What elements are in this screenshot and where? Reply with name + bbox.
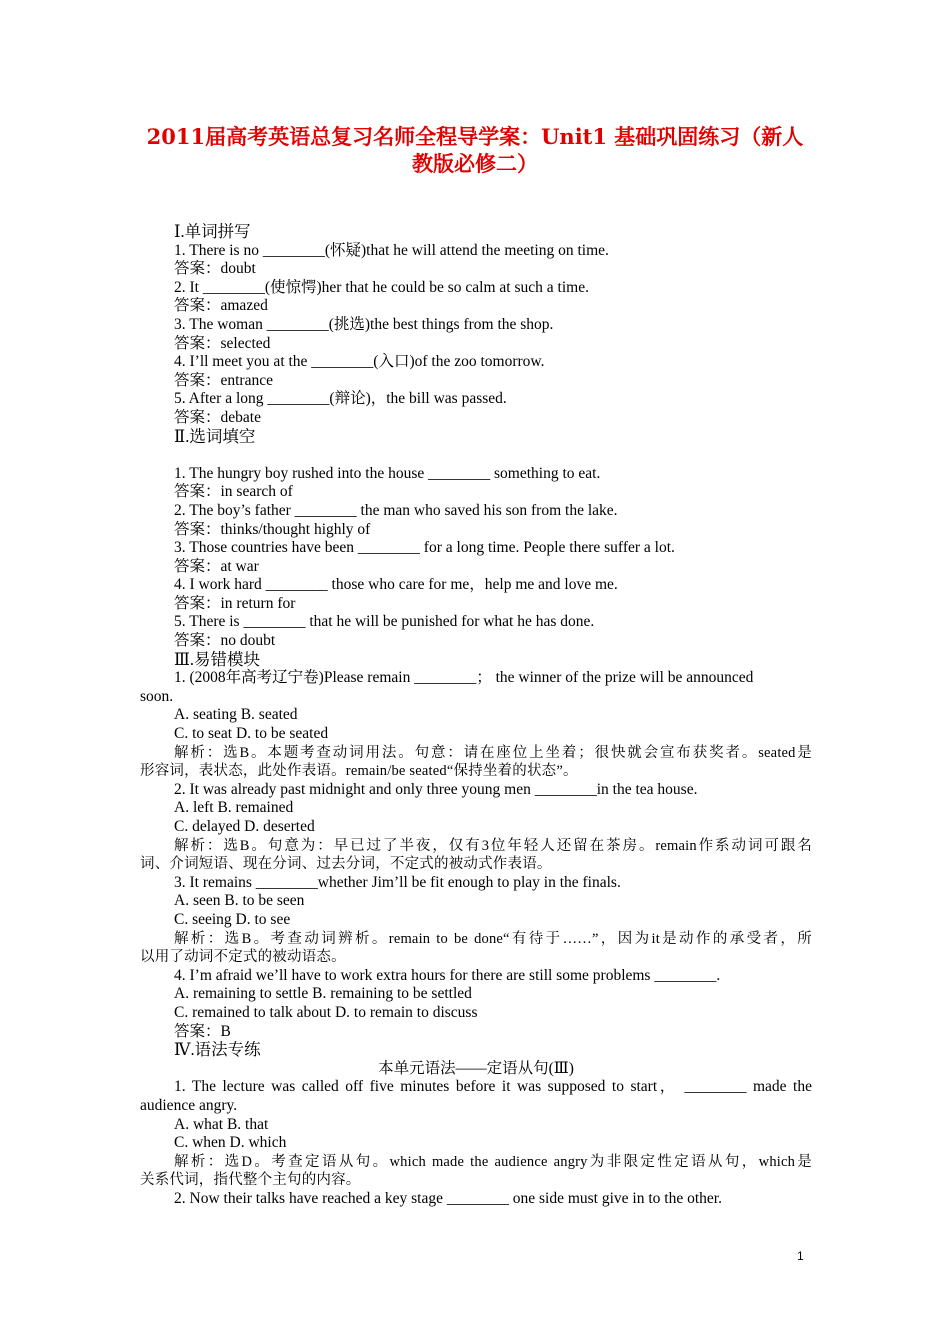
analysis-line: 解析：选D。考查定语从句。which made the audience angry为非限定性定语从句，which是 (174, 1153, 812, 1170)
question-line-continued: soon. (140, 687, 174, 705)
option-line: A. seen B. to be seen (174, 892, 305, 910)
option-line: C. when D. which (174, 1134, 287, 1152)
question-line: 4. I work hard ________ those who care for me，help me and love me. (174, 576, 618, 594)
document-title (130, 123, 820, 177)
page-number: 1 (797, 1249, 804, 1263)
option-line: C. seeing D. to see (174, 910, 291, 928)
section-heading-spelling: Ⅰ.单词拼写 (174, 222, 251, 241)
option-line: A. left B. remained (174, 799, 294, 817)
answer-line: 答案：selected (174, 334, 271, 352)
document-body (140, 223, 812, 1208)
question-line-continued: audience angry. (140, 1096, 238, 1114)
question-line: 3. Those countries have been ________ for a long time. People there suffer a lot. (174, 539, 675, 557)
question-line: 5. After a long ________(辩论)，the bill was passed. (174, 390, 507, 408)
option-line: A. seating B. seated (174, 706, 298, 724)
question-line: 4. I’m afraid we’ll have to work extra hours for there are still some problems ________. (174, 966, 721, 984)
answer-line: 答案：in return for (174, 594, 296, 612)
option-line: A. what B. that (174, 1115, 269, 1133)
answer-line: 答案：amazed (174, 297, 268, 315)
option-line: C. remained to talk about D. to remain to discuss (174, 1003, 478, 1021)
title-line-1: 2011届高考英语总复习名师全程导学案：Unit1 基础巩固练习（新人 (146, 124, 804, 149)
option-line: A. remaining to settle B. remaining to be settled (174, 985, 472, 1003)
answer-line: 答案：B (174, 1022, 231, 1040)
question-line: 5. There is ________ that he will be punished for what he has done. (174, 613, 595, 631)
title-line-2: 教版必修二） (412, 151, 538, 176)
question-line: 3. The woman ________(挑选)the best things from the shop. (174, 315, 554, 333)
question-line: 2. The boy’s father ________ the man who saved his son from the lake. (174, 501, 618, 519)
analysis-line-continued: 关系代词，指代整个主句的内容。 (140, 1172, 361, 1189)
answer-line: 答案：no doubt (174, 632, 276, 650)
question-line: 1. There is no ________(怀疑)that he will attend the meeting on time. (174, 241, 609, 259)
answer-line: 答案：entrance (174, 371, 273, 389)
question-line: 1. (2008年高考辽宁卷)Please remain ________； the winner of the prize will be announced (174, 669, 754, 687)
section-heading-fill-in: Ⅱ.选词填空 (174, 426, 256, 446)
analysis-line-continued: 以用了动词不定式的被动语态。 (140, 949, 346, 966)
answer-line: 答案：in search of (174, 483, 293, 501)
answer-line: 答案：debate (174, 408, 261, 426)
analysis-line-continued: 词、介词短语、现在分词、过去分词，不定式的被动式作表语。 (140, 856, 552, 873)
grammar-subheading: 本单元语法——定语从句(Ⅲ) (378, 1059, 574, 1077)
answer-line: 答案：doubt (174, 260, 256, 278)
analysis-line: 解析：选B。句意为：早已过了半夜，仅有3位年轻人还留在茶房。remain作系动词可跟名 (174, 837, 812, 854)
question-line: 2. Now their talks have reached a key stage ________ one side must give in to the other. (174, 1189, 722, 1207)
answer-line: 答案：thinks/thought highly of (174, 520, 371, 538)
answer-line: 答案：at war (174, 557, 259, 575)
question-line: 1. The lecture was called off five minutes before it was supposed to start， ________ made the (174, 1078, 812, 1096)
option-line: C. to seat D. to be seated (174, 725, 329, 743)
analysis-line: 解析：选B。本题考查动词用法。句意：请在座位上坐着；很快就会宣布获奖者。seated是 (174, 744, 812, 761)
analysis-line: 解析：选B。考查动词辨析。remain to be done“有待于……”，因为it是动作的承受者，所 (174, 930, 812, 947)
question-line: 3. It remains ________whether Jim’ll be fit enough to play in the finals. (174, 873, 621, 891)
option-line: C. delayed D. deserted (174, 818, 315, 835)
analysis-line-continued: 形容词，表状态，此处作表语。remain/be seated“保持坐着的状态”。 (140, 763, 578, 780)
question-line: 2. It was already past midnight and only three young men ________in the tea house. (174, 780, 698, 798)
question-line: 1. The hungry boy rushed into the house ________ something to eat. (174, 464, 601, 482)
question-line: 4. I’ll meet you at the ________(入口)of the zoo tomorrow. (174, 353, 545, 371)
question-line: 2. It ________(使惊愕)her that he could be so calm at such a time. (174, 278, 589, 296)
section-heading-error-prone: Ⅲ.易错模块 (174, 649, 261, 669)
section-heading-grammar: Ⅳ.语法专练 (174, 1040, 261, 1060)
